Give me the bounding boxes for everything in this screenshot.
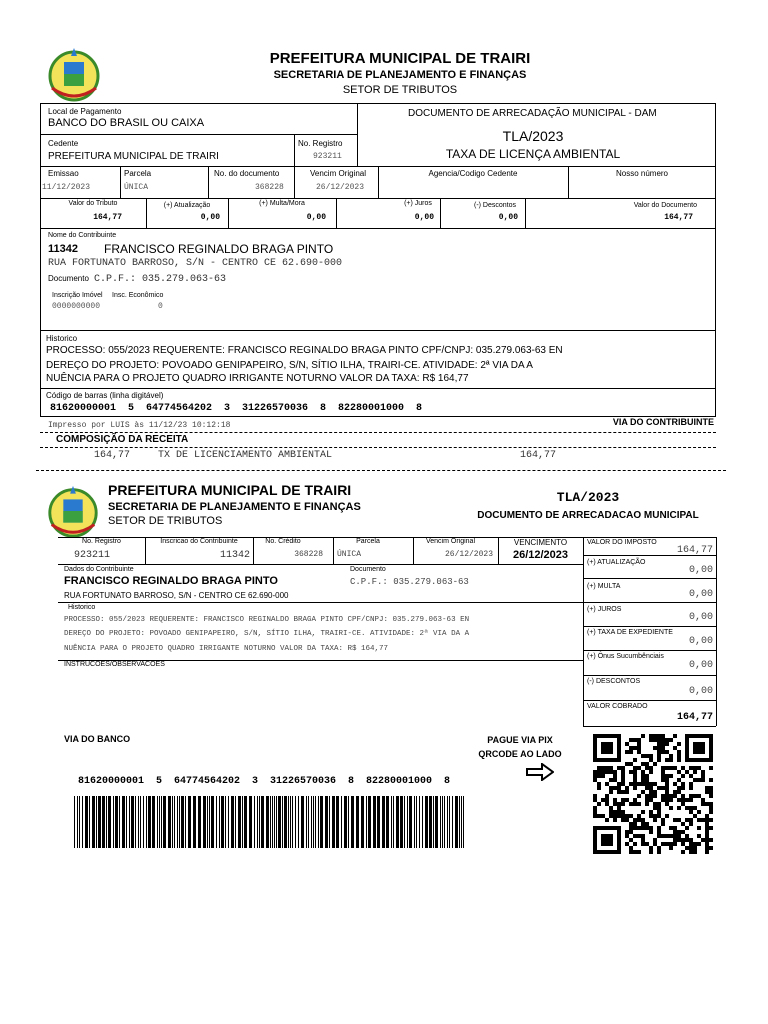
b-onus-label: (+) Ônus Sucumbênciais <box>587 653 664 660</box>
historico-label: Historico <box>46 334 78 343</box>
vencim-value: 26/12/2023 <box>316 183 365 192</box>
b-parcela-label: Parcela <box>356 538 380 545</box>
taxa-name: TAXA DE LICENÇA AMBIENTAL <box>445 147 621 161</box>
b-expediente-label: (+) TAXA DE EXPEDIENTE <box>587 629 673 636</box>
b-credito: 368228 <box>294 550 323 559</box>
via-contribuinte: VIA DO CONTRIBUINTE <box>612 417 714 427</box>
nosso-label: Nosso número <box>615 169 669 178</box>
b-descontos-label: (-) DESCONTOS <box>587 678 641 685</box>
b-atualizacao-label: (+) ATUALIZAÇÃO <box>587 559 646 566</box>
historico-line-3: NUÊNCIA PARA O PROJETO QUADRO IRRIGANTE NOTURNO VALOR DA TAXA: R$ 164,77 <box>46 373 469 384</box>
cedente-label: Cedente <box>48 139 79 148</box>
agencia-label: Agencia/Codigo Cedente <box>428 169 518 178</box>
dam-label: DOCUMENTO DE ARRECADAÇÃO MUNICIPAL - DAM <box>408 108 657 119</box>
header2-sector: SETOR DE TRIBUTOS <box>108 515 223 527</box>
b-onus: 0,00 <box>688 660 713 671</box>
pix-qr-code-icon[interactable] <box>593 734 713 854</box>
historico-line-2: DEREÇO DO PROJETO: POVOADO GENIPAPEIRO, S/N, SÍTIO ILHA, TRAIRI-CE. ATIVIDADE: 2ª VIA DA A <box>46 360 533 371</box>
header-title: PREFEITURA MUNICIPAL DE TRAIRI <box>269 50 531 67</box>
nome-contrib-label: Nome do Contribuinte <box>48 232 117 239</box>
barcode-image <box>74 796 466 848</box>
b-dados-label: Dados do Contribuinte <box>64 566 134 573</box>
b-valor-imposto-label: VALOR DO IMPOSTO <box>587 539 657 546</box>
nodoc-value: 368228 <box>255 183 284 192</box>
b-historico-line-1: PROCESSO: 055/2023 REQUERENTE: FRANCISCO REGINALDO BRAGA PINTO CPF/CNPJ: 035.279.063-63 EN <box>64 616 470 624</box>
b-address: RUA FORTUNATO BARROSO, S/N - CENTRO CE 62.690-000 <box>64 591 289 600</box>
b-historico-label: Historico <box>68 604 96 611</box>
b-expediente: 0,00 <box>688 636 713 647</box>
contrib-code: 11342 <box>48 243 78 255</box>
b-vencimento-label: VENCIMENTO <box>513 538 568 547</box>
contrib-address: RUA FORTUNATO BARROSO, S/N - CENTRO CE 62.690-000 <box>48 258 343 269</box>
comp-desc: TX DE LICENCIAMENTO AMBIENTAL <box>158 450 333 461</box>
header-subtitle: SECRETARIA DE PLANEJAMENTO E FINANÇAS <box>273 69 527 81</box>
b-juros: 0,00 <box>688 612 713 623</box>
b-instrucoes-label: INSTRUCOES/OBSERVACOES <box>64 661 165 668</box>
juros: 0,00 <box>414 213 434 222</box>
nodoc-label: No. do documento <box>214 169 280 178</box>
b-atualizacao: 0,00 <box>688 565 713 576</box>
valor-doc-label: Valor do Documento <box>633 202 697 209</box>
barcode-line-bottom: 81620000001 5 64774564202 3 31226570036 8 82280001000 8 <box>78 776 451 787</box>
contrib-name: FRANCISCO REGINALDO BRAGA PINTO <box>104 242 334 256</box>
pix-line-1: PAGUE VIA PIX <box>487 735 553 745</box>
b-registro-label: No. Registro <box>82 538 121 545</box>
historico-line-1: PROCESSO: 055/2023 REQUERENTE: FRANCISCO REGINALDO BRAGA PINTO CPF/CNPJ: 035.279.063-63 EN <box>46 345 563 356</box>
b-parcela: ÚNICA <box>337 550 362 559</box>
multa: 0,00 <box>306 213 326 222</box>
pix-line-2: QRCODE AO LADO <box>478 749 562 759</box>
header2-subtitle: SECRETARIA DE PLANEJAMENTO E FINANÇAS <box>108 501 361 513</box>
composicao-label: COMPOSIÇÃO DA RECEITA <box>56 434 189 445</box>
inscricao-label: Inscrição Imóvel <box>52 292 103 299</box>
barcode-label: Código de barras (linha digitável) <box>46 391 164 400</box>
multa-label: (+) Multa/Mora <box>259 200 305 207</box>
registro-label: No. Registro <box>298 139 343 148</box>
documento-label: Documento <box>48 274 89 283</box>
juros-label: (+) Juros <box>404 200 432 207</box>
descontos: 0,00 <box>498 213 518 222</box>
b-documento-label: Documento <box>350 566 386 573</box>
header2-title: PREFEITURA MUNICIPAL DE TRAIRI <box>108 482 352 498</box>
insc-econ-label: Insc. Econômico <box>112 292 164 299</box>
valor-doc: 164,77 <box>664 213 693 222</box>
header2-doc-title: DOCUMENTO DE ARRECADACAO MUNICIPAL <box>477 510 699 521</box>
emissao-label: Emissao <box>48 169 79 178</box>
impresso-info: Impresso por LUIS às 11/12/23 10:12:18 <box>48 421 231 430</box>
b-vencimento: 26/12/2023 <box>512 549 569 561</box>
parcela-label: Parcela <box>124 169 152 178</box>
local-pagamento-label: Local de Pagamento <box>48 107 122 116</box>
b-cpf: C.P.F.: 035.279.063-63 <box>350 577 469 587</box>
b-juros-label: (+) JUROS <box>587 606 622 613</box>
b-cobrado: 164,77 <box>676 712 713 723</box>
header2-tla: TLA/2023 <box>556 490 620 505</box>
valor-tributo-label: Valor do Tributo <box>68 200 118 207</box>
vencim-label: Vencim Original <box>310 169 367 178</box>
b-vencim: 26/12/2023 <box>444 550 493 559</box>
insc-econ-value: 0 <box>158 302 163 311</box>
coat-of-arms-logo <box>44 44 104 104</box>
b-cobrado-label: VALOR COBRADO <box>587 703 648 710</box>
valor-tributo: 164,77 <box>93 213 122 222</box>
b-credito-label: No. Crédito <box>265 538 301 545</box>
b-descontos: 0,00 <box>688 686 713 697</box>
b-inscricao: 11342 <box>219 550 250 561</box>
coat-of-arms-logo-2 <box>44 482 102 540</box>
b-multa-label: (+) MULTA <box>587 583 621 590</box>
emissao-value: 11/12/2023 <box>42 183 91 192</box>
cut-line <box>36 470 726 471</box>
parcela-value: ÚNICA <box>124 183 149 192</box>
b-valor-imposto: 164,77 <box>676 545 713 556</box>
descontos-label: (-) Descontos <box>473 202 516 209</box>
b-contrib-name: FRANCISCO REGINALDO BRAGA PINTO <box>64 575 278 587</box>
arrow-right-icon <box>526 763 554 781</box>
b-registro: 923211 <box>74 550 111 561</box>
atualizacao: 0,00 <box>200 213 220 222</box>
tla-code: TLA/2023 <box>502 128 564 144</box>
inscricao-value: 0000000000 <box>52 302 101 311</box>
b-vencim-label: Vencim Original <box>425 538 476 545</box>
local-pagamento: BANCO DO BRASIL OU CAIXA <box>48 117 205 129</box>
b-historico-line-3: NUÊNCIA PARA O PROJETO QUADRO IRRIGANTE NOTURNO VALOR DA TAXA: R$ 164,77 <box>64 645 389 653</box>
comp-value: 164,77 <box>94 450 131 461</box>
barcode-line-top: 81620000001 5 64774564202 3 31226570036 8 82280001000 8 <box>50 403 423 414</box>
contrib-cpf: C.P.F.: 035.279.063-63 <box>94 274 227 285</box>
comp-total: 164,77 <box>520 450 557 461</box>
b-multa: 0,00 <box>688 589 713 600</box>
cedente: PREFEITURA MUNICIPAL DE TRAIRI <box>48 151 219 162</box>
atualizacao-label: (+) Atualização <box>163 202 211 209</box>
b-inscricao-label: Inscricao do Contribuinte <box>160 538 238 545</box>
b-historico-line-2: DEREÇO DO PROJETO: POVOADO GENIPAPEIRO, S/N, SÍTIO ILHA, TRAIRI-CE. ATIVIDADE: 2ª VIA DA A <box>64 630 470 638</box>
header-sector: SETOR DE TRIBUTOS <box>342 84 458 96</box>
via-banco: VIA DO BANCO <box>64 734 131 744</box>
registro-value: 923211 <box>313 152 342 161</box>
